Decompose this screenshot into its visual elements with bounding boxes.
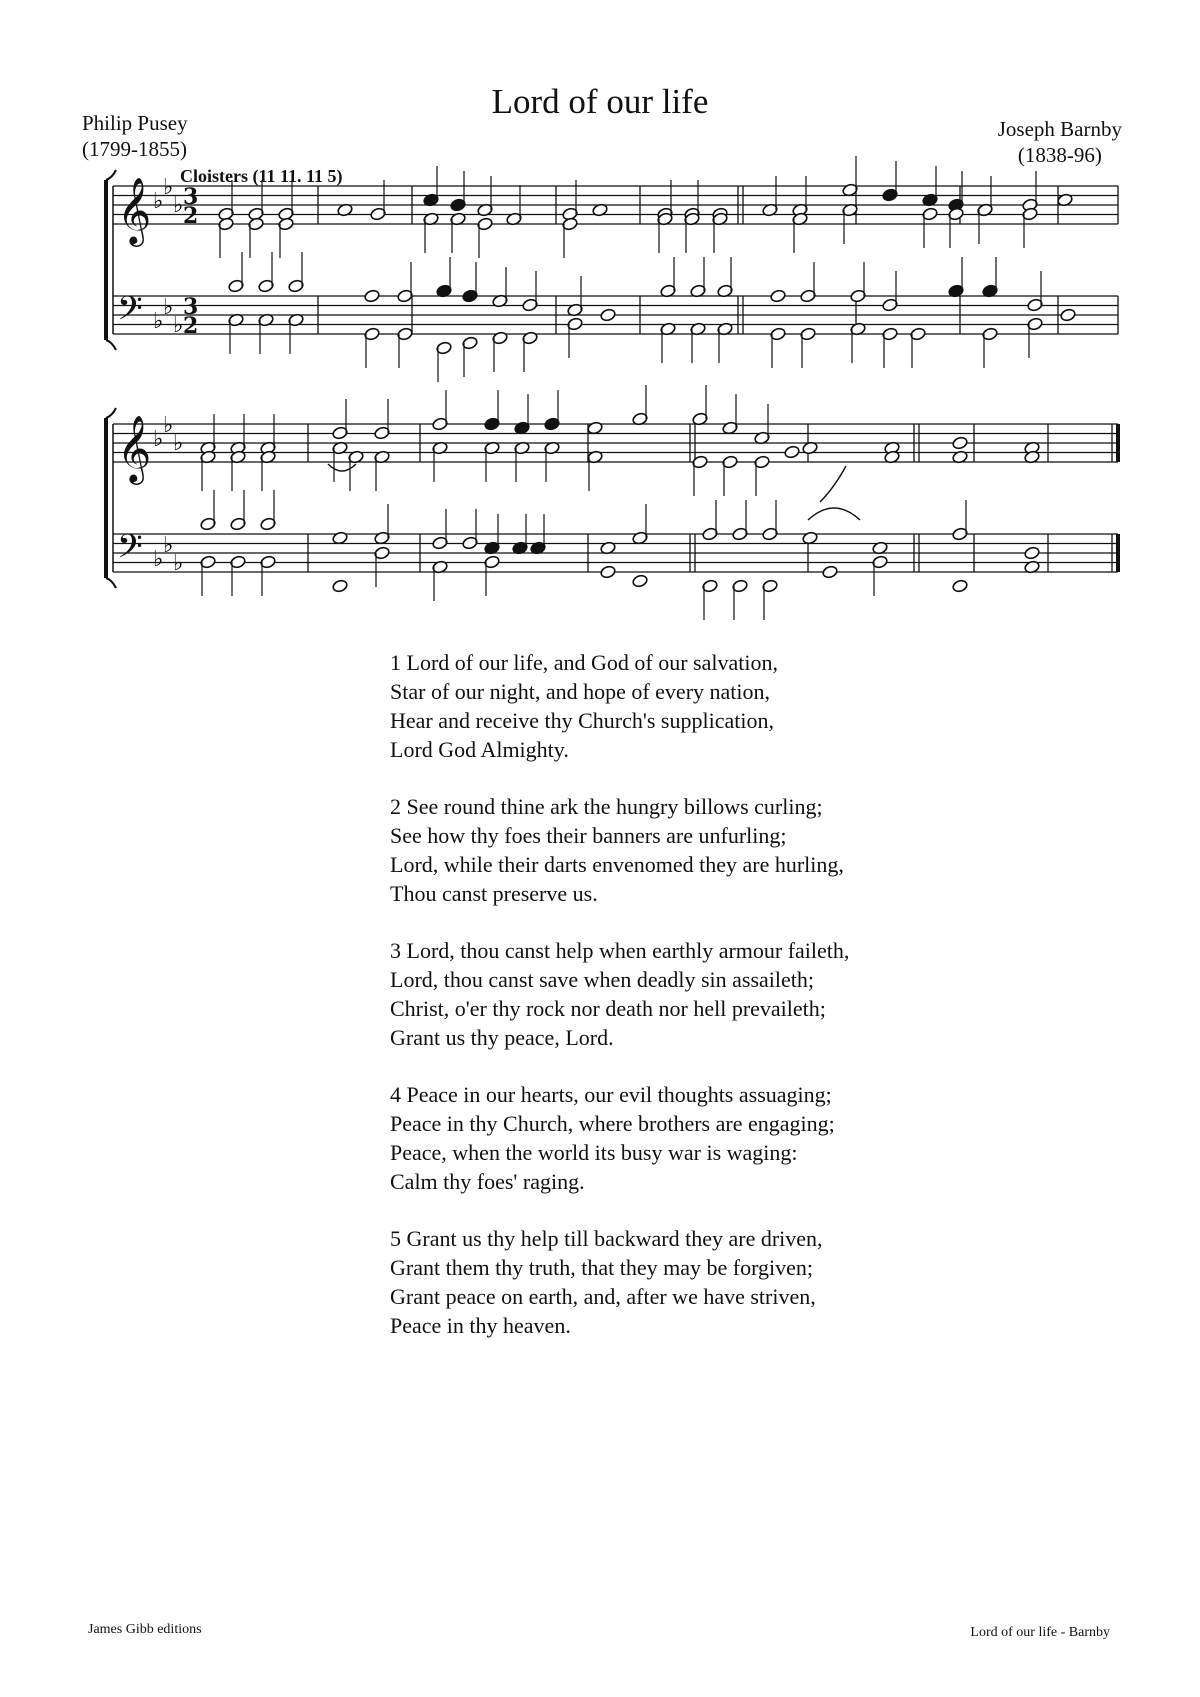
note-head [1060, 308, 1077, 322]
note-head [364, 289, 381, 303]
flat-icon: ♭ [163, 175, 174, 200]
time-signature-bottom: 2 [183, 313, 199, 339]
note-head [952, 579, 969, 593]
verse-line: 2 See round thine ark the hungry billows curling; [390, 794, 823, 819]
flat-icon: ♭ [153, 309, 164, 334]
footer-publisher: James Gibb editions [88, 1622, 202, 1637]
note-head [600, 565, 617, 579]
page-title: Lord of our life [491, 82, 709, 121]
flat-icon: ♭ [173, 313, 184, 338]
verse-4 [390, 1080, 990, 1196]
bracket-hook [106, 340, 116, 350]
treble-clef: 𝄞 [117, 176, 152, 244]
bracket-hook [106, 170, 116, 180]
tune-label: Cloisters (11 11. 11 5) [180, 166, 343, 186]
flat-icon: ♭ [153, 189, 164, 214]
bracket-hook [106, 408, 116, 418]
verse-line: 4 Peace in our hearts, our evil thoughts assuaging; [390, 1082, 832, 1107]
note-head [1024, 546, 1041, 560]
verse-line: Peace, when the world its busy war is waging: [390, 1140, 798, 1165]
flat-icon: ♭ [163, 295, 174, 320]
verse-line: Thou canst preserve us. [390, 881, 598, 906]
verse-3 [390, 936, 990, 1052]
author-name: Philip Pusey [82, 111, 188, 135]
time-signature-top: 3 [183, 294, 199, 320]
bass-clef: 𝄢 [117, 290, 143, 336]
bracket-hook [106, 578, 116, 588]
note-head [770, 289, 787, 303]
bass-clef: 𝄢 [117, 528, 143, 574]
verse-line: Grant peace on earth, and, after we have striven, [390, 1284, 816, 1309]
verse-line: Grant us thy peace, Lord. [390, 1025, 614, 1050]
treble-clef: 𝄞 [117, 414, 152, 482]
flat-icon: ♭ [173, 551, 184, 576]
verse-line: Calm thy foes' raging. [390, 1169, 585, 1194]
verse-line: Lord God Almighty. [390, 737, 569, 762]
note-head [784, 445, 801, 459]
verse-line: Lord, thou canst save when deadly sin assaileth; [390, 967, 815, 992]
verse-line: Hear and receive thy Church's supplication, [390, 708, 774, 733]
author-dates: (1799-1855) [82, 137, 187, 161]
flat-icon: ♭ [173, 193, 184, 218]
verse-line: 1 Lord of our life, and God of our salvation, [390, 650, 778, 675]
verse-line: 5 Grant us thy help till backward they are driven, [390, 1226, 823, 1251]
verse-line: Peace in thy Church, where brothers are engaging; [390, 1111, 835, 1136]
verse-line: See how thy foes their banners are unfurling; [390, 823, 787, 848]
verse-1 [390, 648, 990, 764]
verse-line: 3 Lord, thou canst help when earthly armour faileth, [390, 938, 850, 963]
flat-icon: ♭ [163, 533, 174, 558]
flat-icon: ♭ [153, 547, 164, 572]
verse-line: Christ, o'er thy rock nor death nor hell prevaileth; [390, 996, 826, 1021]
composer-name: Joseph Barnby [997, 117, 1122, 141]
verse-2 [390, 792, 990, 908]
composer-dates: (1838-96) [1017, 143, 1102, 167]
verse-line: Grant them thy truth, that they may be forgiven; [390, 1255, 813, 1280]
music-score [0, 0, 1200, 640]
time-signature-bottom: 2 [183, 203, 199, 229]
note-head [952, 436, 969, 450]
note-head [332, 579, 349, 593]
verse-5 [390, 1224, 990, 1340]
note-head [632, 574, 649, 588]
note-head [600, 308, 617, 322]
flat-icon: ♭ [163, 413, 174, 438]
hymn-lyrics [390, 648, 990, 1368]
flat-icon: ♭ [153, 427, 164, 452]
time-signature-top: 3 [183, 184, 199, 210]
flat-icon: ♭ [173, 431, 184, 456]
verse-line: Lord, while their darts envenomed they are hurling, [390, 852, 844, 877]
note-head [822, 565, 839, 579]
tie-slur [820, 466, 846, 502]
phrase-slur [808, 508, 860, 520]
verse-line: Peace in thy heaven. [390, 1313, 571, 1338]
footer-page-label: Lord of our life - Barnby [970, 1625, 1110, 1640]
tie-slur [328, 464, 356, 471]
verse-line: Star of our night, and hope of every nation, [390, 679, 771, 704]
